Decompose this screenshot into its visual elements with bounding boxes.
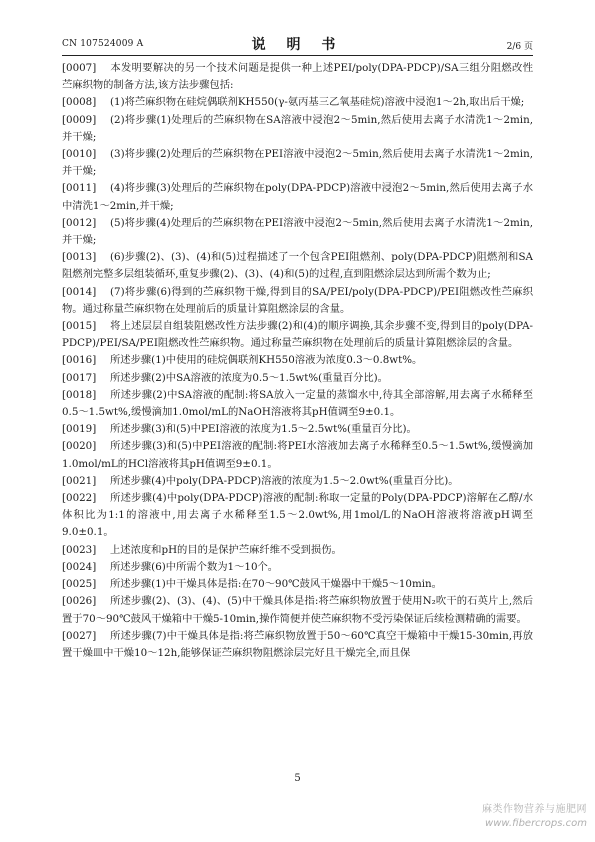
paragraph-text: (1)将苎麻织物在硅烷偶联剂KH550(γ-氨丙基三乙氧基硅烷)溶液中浸泡1～2h,取出后干燥;: [110, 96, 525, 109]
paragraph-number: [0026]: [62, 595, 97, 608]
paragraph-text: (2)将步骤(1)处理后的苎麻织物在SA溶液中浸泡2～5min,然后使用去离子水清洗1～2min,并干燥;: [62, 113, 533, 143]
paragraph-number: [0017]: [62, 371, 97, 384]
paragraph-number: [0015]: [62, 320, 97, 333]
paragraph-number: [0022]: [62, 492, 97, 505]
paragraph-text: 所述步骤(4)中poly(DPA-PDCP)溶液的浓度为1.5～2.0wt%(重量百分比)。: [110, 474, 459, 487]
paragraph-text: 所述步骤(3)和(5)中PEI溶液的配制:将PEI水溶液加去离子水稀释至0.5～1.5wt%,缓慢滴加1.0mol/mL的HCl溶液将其pH值调至9±0.1。: [62, 440, 533, 470]
paragraph-text: 所述步骤(7)中干燥具体是指:将苎麻织物放置于50～60℃真空干燥箱中干燥15-30min,再放置干燥皿中干燥10～12h,能够保证苎麻织物阻燃涂层完好且干燥完全,而且保: [62, 629, 533, 659]
paragraph-number: [0012]: [62, 216, 97, 229]
header-divider: [62, 55, 533, 56]
paragraph-text: 所述步骤(6)中所需个数为1～10个。: [110, 560, 279, 573]
paragraph-text: 所述步骤(4)中poly(DPA-PDCP)溶液的配制:称取一定量的Poly(DPA-PDCP)溶解在乙醇/水体积比为1:1的溶液中,用去离子水稀释至1.5～2.0wt%,用1mol/L的NaOH溶液将溶液pH调至9.0±0.1。: [62, 492, 533, 539]
paragraph-text: 所述步骤(2)中SA溶液的配制:将SA放入一定量的蒸馏水中,待其全部溶解,用去离子水稀释至0.5～1.5wt%,缓慢滴加1.0mol/mL的NaOH溶液将其pH值调至9±0.1。: [62, 388, 533, 419]
paragraph: [62, 421, 533, 438]
paragraph-text: 本发明要解决的另一个技术问题是提供一种上述PEI/poly(DPA-PDCP)/SA三组分阻燃改性苎麻织物的制备方法,该方法步骤包括:: [62, 62, 533, 92]
paragraph: [62, 542, 533, 559]
paragraph-text: 所述步骤(1)中使用的硅烷偶联剂KH550溶液为浓度0.3～0.8wt%。: [110, 354, 423, 367]
paragraph: [62, 387, 533, 421]
paragraph-number: [0024]: [62, 560, 97, 573]
paragraph: [62, 284, 533, 318]
paragraph-number: [0011]: [62, 182, 97, 195]
paragraph: [62, 180, 533, 214]
watermark: [447, 800, 587, 829]
paragraph-number: [0027]: [62, 629, 97, 642]
paragraph-text: (6)步骤(2)、(3)、(4)和(5)过程描述了一个包含PEI阻燃剂、poly(DPA-PDCP)阻燃剂和SA阻燃剂完整多层组装循环,重复步骤(2)、(3)、(4)和(5)的过程,直到阻燃涂层达到所需个数为止;: [62, 251, 533, 281]
page-number: 5: [294, 773, 301, 784]
paragraph-text: 所述步骤(3)和(5)中PEI溶液的浓度为1.5～2.5wt%(重量百分比)。: [110, 423, 417, 436]
paragraph-text: 所述步骤(2)中SA溶液的浓度为0.5～1.5wt%(重量百分比)。: [110, 371, 388, 384]
paragraph-number: [0009]: [62, 113, 97, 126]
paragraph-number: [0023]: [62, 543, 97, 556]
paragraph-text: 所述步骤(1)中干燥具体是指:在70～90℃鼓风干燥器中干燥5～10min。: [110, 578, 442, 591]
paragraph-number: [0007]: [62, 62, 97, 74]
paragraph: [62, 60, 533, 94]
paragraph-number: [0019]: [62, 423, 97, 436]
paragraph: [62, 628, 533, 662]
paragraph-text: (4)将步骤(3)处理后的苎麻织物在poly(DPA-PDCP)溶液中浸泡2～5min,然后使用去离子水中清洗1～2min,并干燥;: [62, 182, 533, 212]
paragraph-text: (5)将步骤(4)处理后的苎麻织物在PEI溶液中浸泡2～5min,然后使用去离子水清洗1～2min,并干燥;: [62, 216, 533, 247]
paragraph-number: [0018]: [62, 388, 97, 401]
paragraph-text: 将上述层层自组装阻燃改性方法步骤(2)和(4)的顺序调换,其余步骤不变,得到目的poly(DPA-PDCP)/PEI/SA/PEI阻燃改性苎麻织物。通过称量苎麻织物在处理前后的质量计算阻燃涂层的含量。: [62, 320, 533, 350]
paragraph-number: [0008]: [62, 96, 97, 109]
paragraph: [62, 559, 533, 576]
patent-number: CN 107524009 A: [62, 39, 144, 49]
paragraph: [62, 146, 533, 180]
paragraph: [62, 438, 533, 472]
paragraph: [62, 490, 533, 542]
paragraph-number: [0021]: [62, 474, 97, 487]
paragraph: [62, 593, 533, 627]
watermark-site-name: 麻类作物营养与施肥网: [482, 804, 587, 815]
paragraph-number: [0025]: [62, 578, 97, 591]
paragraph-text: (3)将步骤(2)处理后的苎麻织物在PEI溶液中浸泡2～5min,然后使用去离子水清洗1～2min,并干燥;: [62, 148, 533, 178]
paragraph: [62, 576, 533, 593]
page-header: [62, 33, 533, 53]
paragraph-number: [0016]: [62, 354, 97, 367]
document-title: 说 明 书: [251, 37, 344, 53]
paragraph-number: [0013]: [62, 251, 97, 264]
paragraph-text: (7)将步骤(6)得到的苎麻织物干燥,得到目的SA/PEI/poly(DPA-PDCP)/PEI阻燃改性苎麻织物。通过称量苎麻织物在处理前后的质量计算阻燃涂层的含量。: [62, 285, 533, 315]
paragraph: [62, 352, 533, 369]
page-indicator: 2/6 页: [506, 42, 533, 52]
paragraph: [62, 249, 533, 283]
document-body: [62, 60, 533, 662]
paragraph: [62, 370, 533, 387]
paragraph: [62, 215, 533, 249]
paragraph: [62, 318, 533, 352]
paragraph: [62, 473, 533, 490]
paragraph: [62, 112, 533, 146]
paragraph-number: [0010]: [62, 148, 97, 161]
paragraph-number: [0020]: [62, 440, 97, 453]
paragraph-number: [0014]: [62, 285, 97, 298]
paragraph-text: 所述步骤(2)、(3)、(4)、(5)中干燥具体是指:将苎麻织物放置于使用N₂吹干的石英片上,然后置于70～90℃鼓风干燥箱中干燥5-10min,操作简便并使苎麻织物不受污染保证后续检测精确的需要。: [62, 595, 533, 625]
watermark-url: www.fibercrops.com: [485, 818, 587, 829]
paragraph-text: 上述浓度和pH的目的是保护苎麻纤维不受到损伤。: [110, 543, 342, 556]
paragraph: [62, 94, 533, 111]
